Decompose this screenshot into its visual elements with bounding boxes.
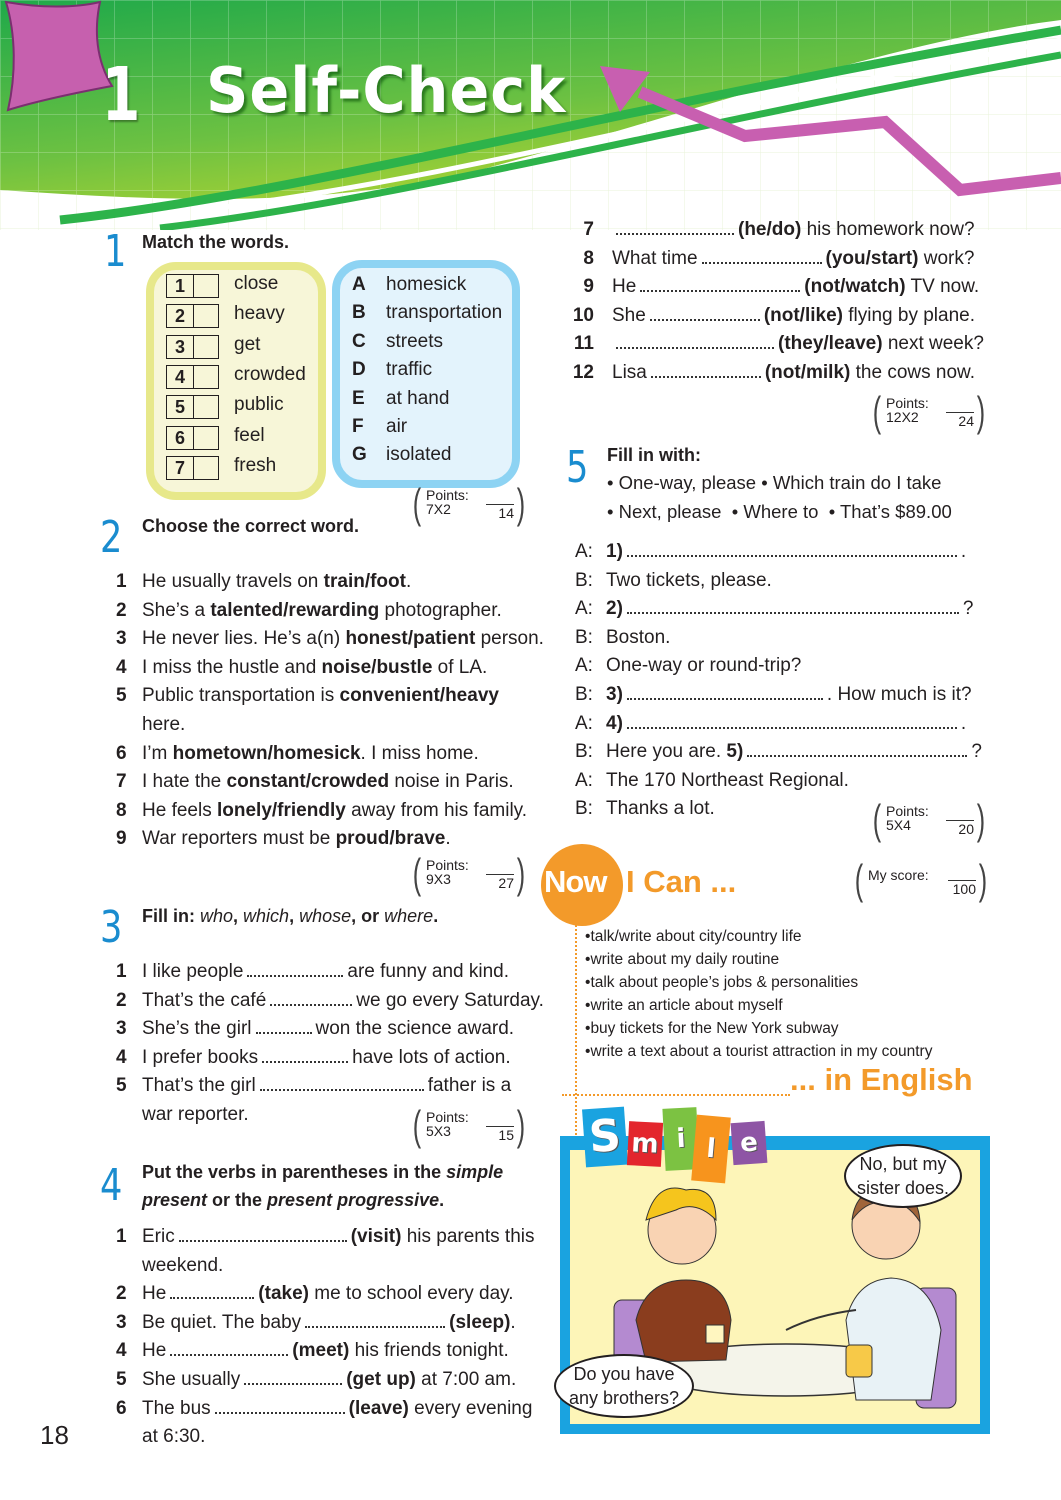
verb-hint: (you/start) bbox=[825, 247, 919, 269]
points-badge: ( Points: 5X4 20 ) bbox=[872, 796, 986, 843]
item-number: 3 bbox=[116, 628, 127, 650]
can-do-item: • talk/write about city/country life bbox=[585, 925, 932, 948]
answer-box[interactable] bbox=[193, 335, 219, 359]
smile-logo bbox=[556, 1108, 786, 1178]
question-text: She (not/like) flying by plane. bbox=[612, 304, 976, 326]
word-choice[interactable]: hometown/homesick bbox=[172, 742, 361, 764]
option-letter: G bbox=[352, 444, 367, 466]
dialogue-line bbox=[575, 767, 849, 796]
section-number: 3 bbox=[100, 902, 123, 953]
item-number: 2 bbox=[166, 304, 194, 328]
item-number: 2 bbox=[116, 989, 127, 1011]
question-text: That’s the café we go every Saturday. bbox=[142, 989, 544, 1011]
word-choice[interactable]: train/foot bbox=[323, 571, 406, 592]
item-number: 8 bbox=[116, 799, 127, 821]
word-choice[interactable]: convenient/heavy bbox=[339, 685, 499, 707]
option-letter: D bbox=[352, 359, 366, 381]
blank-number: 4) bbox=[606, 712, 623, 734]
dialogue-line bbox=[575, 795, 715, 824]
answer-blank[interactable] bbox=[256, 1020, 312, 1034]
speaker: B: bbox=[575, 741, 593, 763]
question-text: (they/leave) next week? bbox=[612, 330, 984, 359]
word-choice[interactable]: talented/rewarding bbox=[210, 599, 380, 621]
answer-blank[interactable] bbox=[627, 686, 823, 700]
item-number: 5 bbox=[116, 1075, 127, 1097]
question-text: He (take) me to school every day. bbox=[142, 1283, 514, 1305]
section-title: Match the words. bbox=[142, 232, 290, 252]
option-letter: C bbox=[352, 330, 366, 352]
option-letter: B bbox=[352, 302, 366, 324]
question-text: She’s a talented/rewarding photographer. bbox=[142, 599, 502, 621]
question-text: (he/do) his homework now? bbox=[612, 216, 975, 245]
item-number: 7 bbox=[583, 219, 594, 240]
boy-left-shirt bbox=[636, 1280, 731, 1362]
item-number: 12 bbox=[572, 362, 594, 383]
answer-blank[interactable] bbox=[262, 1049, 348, 1063]
item-number: 2 bbox=[116, 599, 127, 621]
section-number: 4 bbox=[100, 1160, 123, 1211]
answer-blank[interactable] bbox=[170, 1342, 288, 1356]
answer-blank[interactable] bbox=[247, 963, 343, 977]
question-text: He usually travels on train/foot. bbox=[142, 571, 412, 592]
smile-letter-tile: i bbox=[662, 1107, 699, 1171]
speaker: B: bbox=[575, 569, 593, 591]
speaker: B: bbox=[575, 684, 593, 705]
blank-number: 1) bbox=[606, 541, 623, 562]
option-letter: F bbox=[352, 416, 364, 437]
dialogue-text: 2) ? bbox=[606, 598, 974, 620]
now-label: Now bbox=[544, 864, 607, 899]
speaker: A: bbox=[575, 655, 593, 677]
question-text: He feels lonely/friendly away from his family. bbox=[142, 799, 528, 821]
question-text: He never lies. He’s a(n) honest/patient person. bbox=[142, 628, 544, 650]
item-number: 11 bbox=[573, 333, 594, 355]
item-number: 6 bbox=[116, 742, 127, 764]
verb-hint: (take) bbox=[258, 1283, 309, 1305]
question-continuation: war reporter. bbox=[142, 1104, 249, 1125]
smile-letter-tile: l bbox=[691, 1115, 731, 1184]
dialogue-text: 3) . How much is it? bbox=[606, 684, 972, 705]
question-text: He (not/watch) TV now. bbox=[612, 276, 980, 298]
item-number: 3 bbox=[116, 1018, 127, 1040]
item-number: 10 bbox=[572, 304, 594, 326]
answer-blank[interactable] bbox=[179, 1228, 347, 1242]
option-letter: E bbox=[352, 387, 365, 409]
question-text: The bus (leave) every evening bbox=[142, 1397, 533, 1419]
dialogue-text: Thanks a lot. bbox=[606, 798, 715, 820]
smile-cartoon bbox=[556, 1109, 994, 1438]
can-do-item: • write about my daily routine bbox=[585, 948, 932, 971]
section-title: Fill in: who, which, whose, or where. bbox=[142, 906, 439, 926]
points-badge: ( Points: 5X3 15 ) bbox=[412, 1102, 526, 1149]
question-text: I miss the hustle and noise/bustle of LA. bbox=[142, 656, 488, 678]
match-word: feel bbox=[234, 424, 265, 446]
dialogue-line bbox=[575, 624, 671, 653]
item-number: 4 bbox=[116, 1046, 127, 1068]
item-number: 5 bbox=[166, 395, 194, 419]
answer-box[interactable] bbox=[193, 365, 219, 389]
item-number: 1 bbox=[116, 1226, 127, 1247]
item-number: 4 bbox=[116, 656, 127, 678]
section-number: 2 bbox=[100, 512, 123, 563]
verb-hint: (visit) bbox=[350, 1226, 402, 1247]
dialogue-text: Two tickets, please. bbox=[606, 569, 772, 591]
speaker: A: bbox=[575, 541, 593, 562]
can-do-item: • talk about people’s jobs & personalities bbox=[585, 971, 932, 994]
question-continuation: here. bbox=[142, 714, 186, 735]
answer-blank[interactable] bbox=[215, 1400, 345, 1414]
question-text: She usually (get up) at 7:00 am. bbox=[142, 1369, 517, 1390]
question-text: I hate the constant/crowded noise in Paris. bbox=[142, 771, 514, 793]
dialogue-text: One-way or round-trip? bbox=[606, 655, 802, 677]
answer-blank[interactable] bbox=[627, 715, 957, 729]
speech-bubble-left: Do you have any brothers? bbox=[554, 1354, 694, 1418]
match-word: crowded bbox=[234, 363, 306, 385]
verb-hint: (leave) bbox=[348, 1397, 409, 1419]
score-badge: ( My score: 100 ) bbox=[854, 856, 988, 903]
question-text: Be quiet. The baby (sleep). bbox=[142, 1311, 516, 1333]
item-number: 5 bbox=[116, 1369, 127, 1390]
dotted-divider bbox=[562, 1094, 790, 1096]
option-word: homesick bbox=[386, 274, 467, 295]
question-text: She’s the girl won the science award. bbox=[142, 1018, 515, 1040]
dialogue-line bbox=[575, 710, 967, 739]
dialogue-text: The 170 Northeast Regional. bbox=[606, 769, 849, 791]
unit-number: 1 bbox=[101, 52, 141, 138]
speaker: B: bbox=[575, 798, 593, 820]
question-text: Eric (visit) his parents this bbox=[142, 1226, 535, 1247]
blank-number: 2) bbox=[606, 598, 623, 620]
option-word: isolated bbox=[386, 444, 452, 466]
item-number: 1 bbox=[166, 274, 194, 298]
verb-hint: (get up) bbox=[346, 1369, 416, 1390]
can-do-item: • write an article about myself bbox=[585, 994, 932, 1017]
speaker: A: bbox=[575, 598, 593, 620]
answer-blank[interactable] bbox=[170, 1285, 254, 1299]
item-number: 1 bbox=[116, 571, 127, 592]
i-can-label: I Can ... bbox=[626, 864, 737, 899]
dialogue-line bbox=[575, 652, 802, 681]
item-number: 7 bbox=[166, 456, 194, 480]
match-word: get bbox=[234, 333, 261, 355]
speaker: A: bbox=[575, 712, 593, 734]
item-number: 3 bbox=[166, 335, 194, 359]
points-badge: ( Points: 7X2 14 ) bbox=[412, 480, 526, 527]
blank-number: 3) bbox=[606, 684, 623, 705]
speech-bubble-right: No, but my sister does. bbox=[844, 1144, 962, 1208]
item-number: 8 bbox=[583, 247, 594, 269]
verb-hint: (not/watch) bbox=[804, 276, 906, 298]
dialogue-line bbox=[575, 738, 982, 767]
word-choice[interactable]: honest/patient bbox=[345, 628, 476, 650]
answer-blank[interactable] bbox=[616, 335, 774, 349]
item-number: 2 bbox=[116, 1283, 127, 1305]
smile-letter-tile: m bbox=[627, 1121, 663, 1167]
item-number: 6 bbox=[116, 1397, 127, 1419]
answer-blank[interactable] bbox=[270, 992, 352, 1006]
match-word: public bbox=[234, 394, 284, 416]
option-word: streets bbox=[386, 330, 444, 352]
answer-box[interactable] bbox=[193, 456, 219, 480]
item-number: 5 bbox=[116, 685, 127, 707]
verb-hint: (meet) bbox=[292, 1340, 350, 1362]
dialogue-text: 4) . bbox=[606, 712, 967, 734]
in-english-label: ... in English bbox=[790, 1062, 973, 1097]
item-number: 7 bbox=[116, 771, 127, 793]
question-text: I like people are funny and kind. bbox=[142, 961, 510, 982]
answer-blank[interactable] bbox=[651, 364, 761, 378]
answer-blank[interactable] bbox=[244, 1371, 342, 1385]
match-word: fresh bbox=[234, 454, 277, 476]
item-number: 1 bbox=[116, 961, 127, 982]
question-continuation: at 6:30. bbox=[142, 1426, 206, 1448]
question-text: I prefer books have lots of action. bbox=[142, 1046, 511, 1068]
answer-box[interactable] bbox=[193, 304, 219, 328]
section-title: Choose the correct word. bbox=[142, 516, 360, 536]
boy-right-shirt bbox=[846, 1278, 941, 1400]
dialogue-line bbox=[575, 681, 972, 710]
section-title: Put the verbs in parentheses in the simple present or the present progressive. bbox=[142, 1162, 504, 1210]
speaker: A: bbox=[575, 769, 593, 791]
item-number: 9 bbox=[583, 276, 594, 298]
section-number: 5 bbox=[566, 442, 589, 493]
item-number: 4 bbox=[166, 365, 194, 389]
item-number: 4 bbox=[116, 1340, 127, 1362]
verb-hint: (not/like) bbox=[763, 304, 843, 326]
answer-blank[interactable] bbox=[305, 1314, 445, 1328]
dialogue-text: 1) . bbox=[606, 541, 967, 562]
question-text: Public transportation is convenient/heavy bbox=[142, 685, 499, 707]
header-banner bbox=[0, 0, 1061, 230]
blank-number: 5) bbox=[726, 741, 744, 763]
option-word: traffic bbox=[386, 359, 433, 381]
can-do-item: • buy tickets for the New York subway bbox=[585, 1017, 932, 1040]
verb-hint: (sleep) bbox=[449, 1311, 511, 1333]
word-choice[interactable]: proud/brave bbox=[335, 828, 446, 850]
points-badge: ( Points: 9X3 27 ) bbox=[412, 850, 526, 897]
page-number: 18 bbox=[40, 1420, 69, 1450]
answer-box[interactable] bbox=[193, 426, 219, 450]
options-line: • Next, please • Where to • That’s $89.00 bbox=[607, 501, 952, 522]
verb-hint: (not/milk) bbox=[764, 362, 851, 383]
dialogue-line bbox=[575, 567, 772, 596]
word-choice[interactable]: constant/crowded bbox=[226, 771, 390, 793]
option-word: transportation bbox=[386, 302, 503, 324]
smile-letter-tile: e bbox=[731, 1121, 768, 1165]
answer-box[interactable] bbox=[193, 395, 219, 419]
answer-box[interactable] bbox=[193, 274, 219, 298]
question-text: What time (you/start) work? bbox=[612, 247, 975, 269]
points-badge: ( Points: 12X2 24 ) bbox=[872, 388, 986, 435]
question-text: I’m hometown/homesick. I miss home. bbox=[142, 742, 479, 764]
option-word: air bbox=[386, 416, 408, 437]
answer-blank[interactable] bbox=[627, 543, 957, 557]
can-do-list bbox=[585, 925, 932, 1063]
dialogue-line bbox=[575, 595, 974, 624]
question-continuation: weekend. bbox=[142, 1254, 224, 1276]
item-number: 9 bbox=[116, 828, 127, 850]
section-title: Fill in with: bbox=[607, 445, 701, 465]
options-line: • One-way, please • Which train do I take bbox=[607, 472, 942, 493]
word-choice[interactable]: lonely/friendly bbox=[216, 799, 346, 821]
item-number: 3 bbox=[116, 1311, 127, 1333]
verb-hint: (he/do) bbox=[738, 219, 802, 240]
question-text: That’s the girl father is a bbox=[142, 1075, 512, 1097]
word-choice[interactable]: noise/bustle bbox=[321, 656, 433, 678]
dialogue-line bbox=[575, 538, 967, 567]
verb-hint: (they/leave) bbox=[778, 333, 883, 355]
match-word: close bbox=[234, 273, 279, 294]
answer-blank[interactable] bbox=[260, 1077, 424, 1091]
option-letter: A bbox=[352, 274, 366, 295]
item-number: 6 bbox=[166, 426, 194, 450]
match-word: heavy bbox=[234, 303, 285, 325]
section-number: 1 bbox=[104, 226, 127, 277]
question-text: He (meet) his friends tonight. bbox=[142, 1340, 509, 1362]
page-title: Self-Check bbox=[206, 54, 567, 127]
dialogue-text: Boston. bbox=[606, 626, 671, 648]
answer-blank[interactable] bbox=[747, 743, 967, 757]
answer-blank[interactable] bbox=[650, 307, 760, 321]
answer-blank[interactable] bbox=[702, 250, 822, 264]
option-word: at hand bbox=[386, 387, 450, 409]
dialogue-text: Here you are. 5) ? bbox=[606, 741, 982, 763]
answer-blank[interactable] bbox=[640, 278, 800, 292]
answer-blank[interactable] bbox=[627, 600, 959, 614]
answer-blank[interactable] bbox=[616, 221, 734, 235]
can-do-item: • write a text about a tourist attraction in my country bbox=[585, 1040, 932, 1063]
question-text: Lisa (not/milk) the cows now. bbox=[612, 362, 975, 383]
question-text: War reporters must be proud/brave. bbox=[142, 828, 451, 850]
speaker: B: bbox=[575, 626, 593, 648]
smile-letter-tile: S bbox=[582, 1107, 628, 1168]
